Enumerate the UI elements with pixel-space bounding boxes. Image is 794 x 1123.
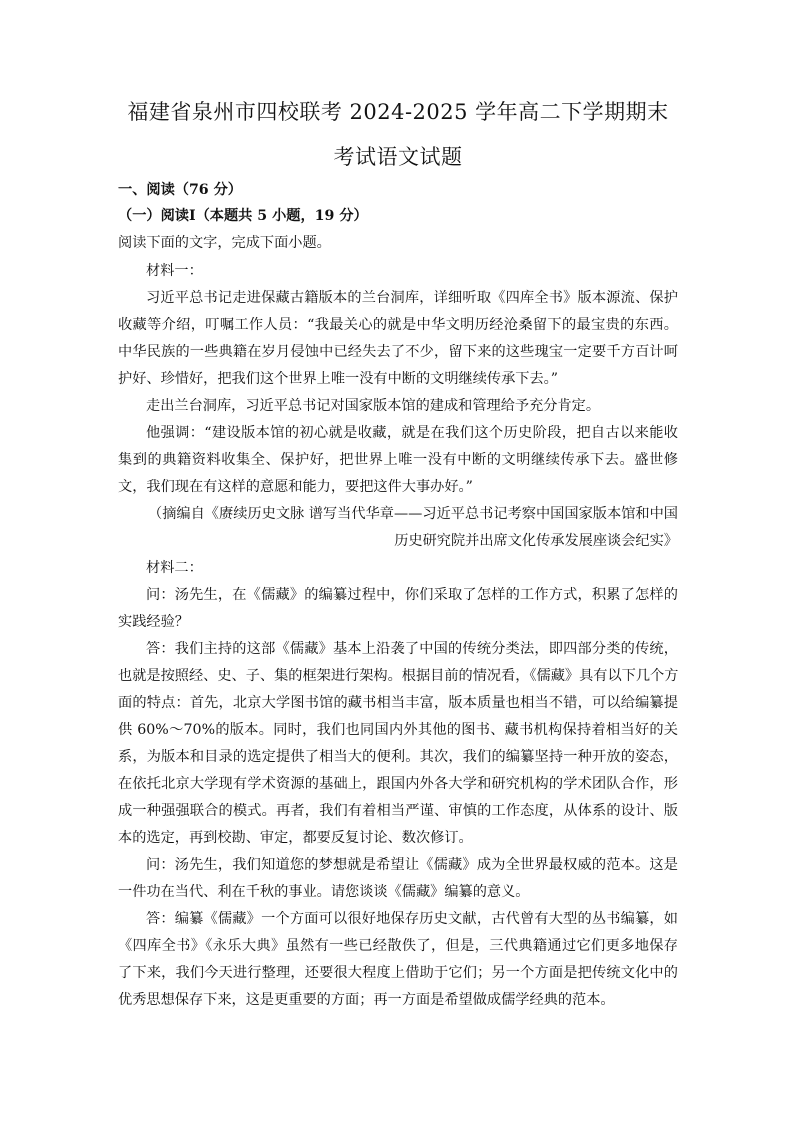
answer-line: 《四库全书》《永乐大典》虽然有一些已经散佚了，但是，三代典籍通过它们更多地保存 xyxy=(118,938,678,954)
answer-line: 本的选定，再到校勘、审定，都要反复讨论、数次修订。 xyxy=(118,830,473,846)
paragraph-line: 走出兰台洞库，习近平总书记对国家版本馆的建成和管理给予充分肯定。 xyxy=(146,398,601,414)
instruction-text: 阅读下面的文字，完成下面小题。 xyxy=(118,235,331,251)
paragraph-line: 护好、珍惜好，把我们这个世界上唯一没有中断的文明继续传承下去。” xyxy=(118,371,558,387)
section-heading: 一、阅读（76 分） xyxy=(118,182,242,198)
document-title-line-2: 考试语文试题 xyxy=(333,145,463,169)
answer-line: 了下来，我们今天进行整理，还要很大程度上借助于它们；另一个方面是把传统文化中的 xyxy=(118,965,678,981)
paragraph-line: 集到的典籍资料收集全、保护好，把世界上唯一没有中断的文明继续传承下去。盛世修 xyxy=(118,452,678,468)
paragraph-line: 收藏等介绍，叮嘱工作人员：“我最关心的就是中华文明历经沧桑留下的最宝贵的东西。 xyxy=(118,317,678,333)
answer-line: 供 60%～70%的版本。同时，我们也同国内外其他的图书、藏书机构保持着相当好的关 xyxy=(118,722,678,738)
answer-line: 答：编纂《儒藏》一个方面可以很好地保存历史文献，古代曾有大型的丛书编纂，如 xyxy=(146,911,678,927)
answer-line: 面的特点：首先，北京大学图书馆的藏书相当丰富，版本质量也相当不错，可以给编纂提 xyxy=(118,695,678,711)
question-line: 实践经验？ xyxy=(118,614,189,630)
document-title-line-1: 福建省泉州市四校联考 2024-2025 学年高二下学期期末 xyxy=(127,100,669,124)
paragraph-line: 文，我们现在有这样的意愿和能力，要把这件大事办好。” xyxy=(118,479,473,495)
answer-line: 在依托北京大学现有学术资源的基础上，跟国内外各大学和研究机构的学术团队合作，形 xyxy=(118,776,678,792)
paragraph-line: 他强调：“建设版本馆的初心就是收藏，就是在我们这个历史阶段，把自古以来能收 xyxy=(146,425,678,441)
question-line: 一件功在当代、利在千秋的事业。请您谈谈《儒藏》编纂的意义。 xyxy=(118,884,530,900)
answer-line: 优秀思想保存下来，这是更重要的方面；再一方面是希望做成儒学经典的范本。 xyxy=(118,992,615,1008)
question-line: 问：汤先生，在《儒藏》的编纂过程中，你们采取了怎样的工作方式，积累了怎样的 xyxy=(146,587,678,603)
question-line: 问：汤先生，我们知道您的梦想就是希望让《儒藏》成为全世界最权威的范本。这是 xyxy=(146,857,678,873)
paragraph-line: 习近平总书记走进保藏古籍版本的兰台洞库，详细听取《四库全书》版本源流、保护 xyxy=(146,290,678,306)
material-1-label: 材料一： xyxy=(146,263,203,279)
source-citation-line-1: （摘编自《赓续历史文脉 谱写当代华章——习近平总书记考察中国国家版本馆和中国 xyxy=(148,506,678,522)
source-citation-line-2: 历史研究院并出席文化传承发展座谈会纪实》 xyxy=(394,533,678,549)
answer-line: 成一种强强联合的模式。再者，我们有着相当严谨、审慎的工作态度，从体系的设计、版 xyxy=(118,803,678,819)
paragraph-line: 中华民族的一些典籍在岁月侵蚀中已经失去了不少，留下来的这些瑰宝一定要千方百计呵 xyxy=(118,344,678,360)
answer-line: 答：我们主持的这部《儒藏》基本上沿袭了中国的传统分类法，即四部分类的传统， xyxy=(146,641,678,657)
answer-line: 也就是按照经、史、子、集的框架进行架构。根据目前的情况看，《儒藏》具有以下几个方 xyxy=(118,668,679,684)
section-subheading: （一）阅读Ⅰ（本题共 5 小题，19 分） xyxy=(118,208,368,224)
answer-line: 系，为版本和目录的选定提供了相当大的便利。其次，我们的编纂坚持一种开放的姿态， xyxy=(118,749,678,765)
material-2-label: 材料二： xyxy=(146,560,203,576)
